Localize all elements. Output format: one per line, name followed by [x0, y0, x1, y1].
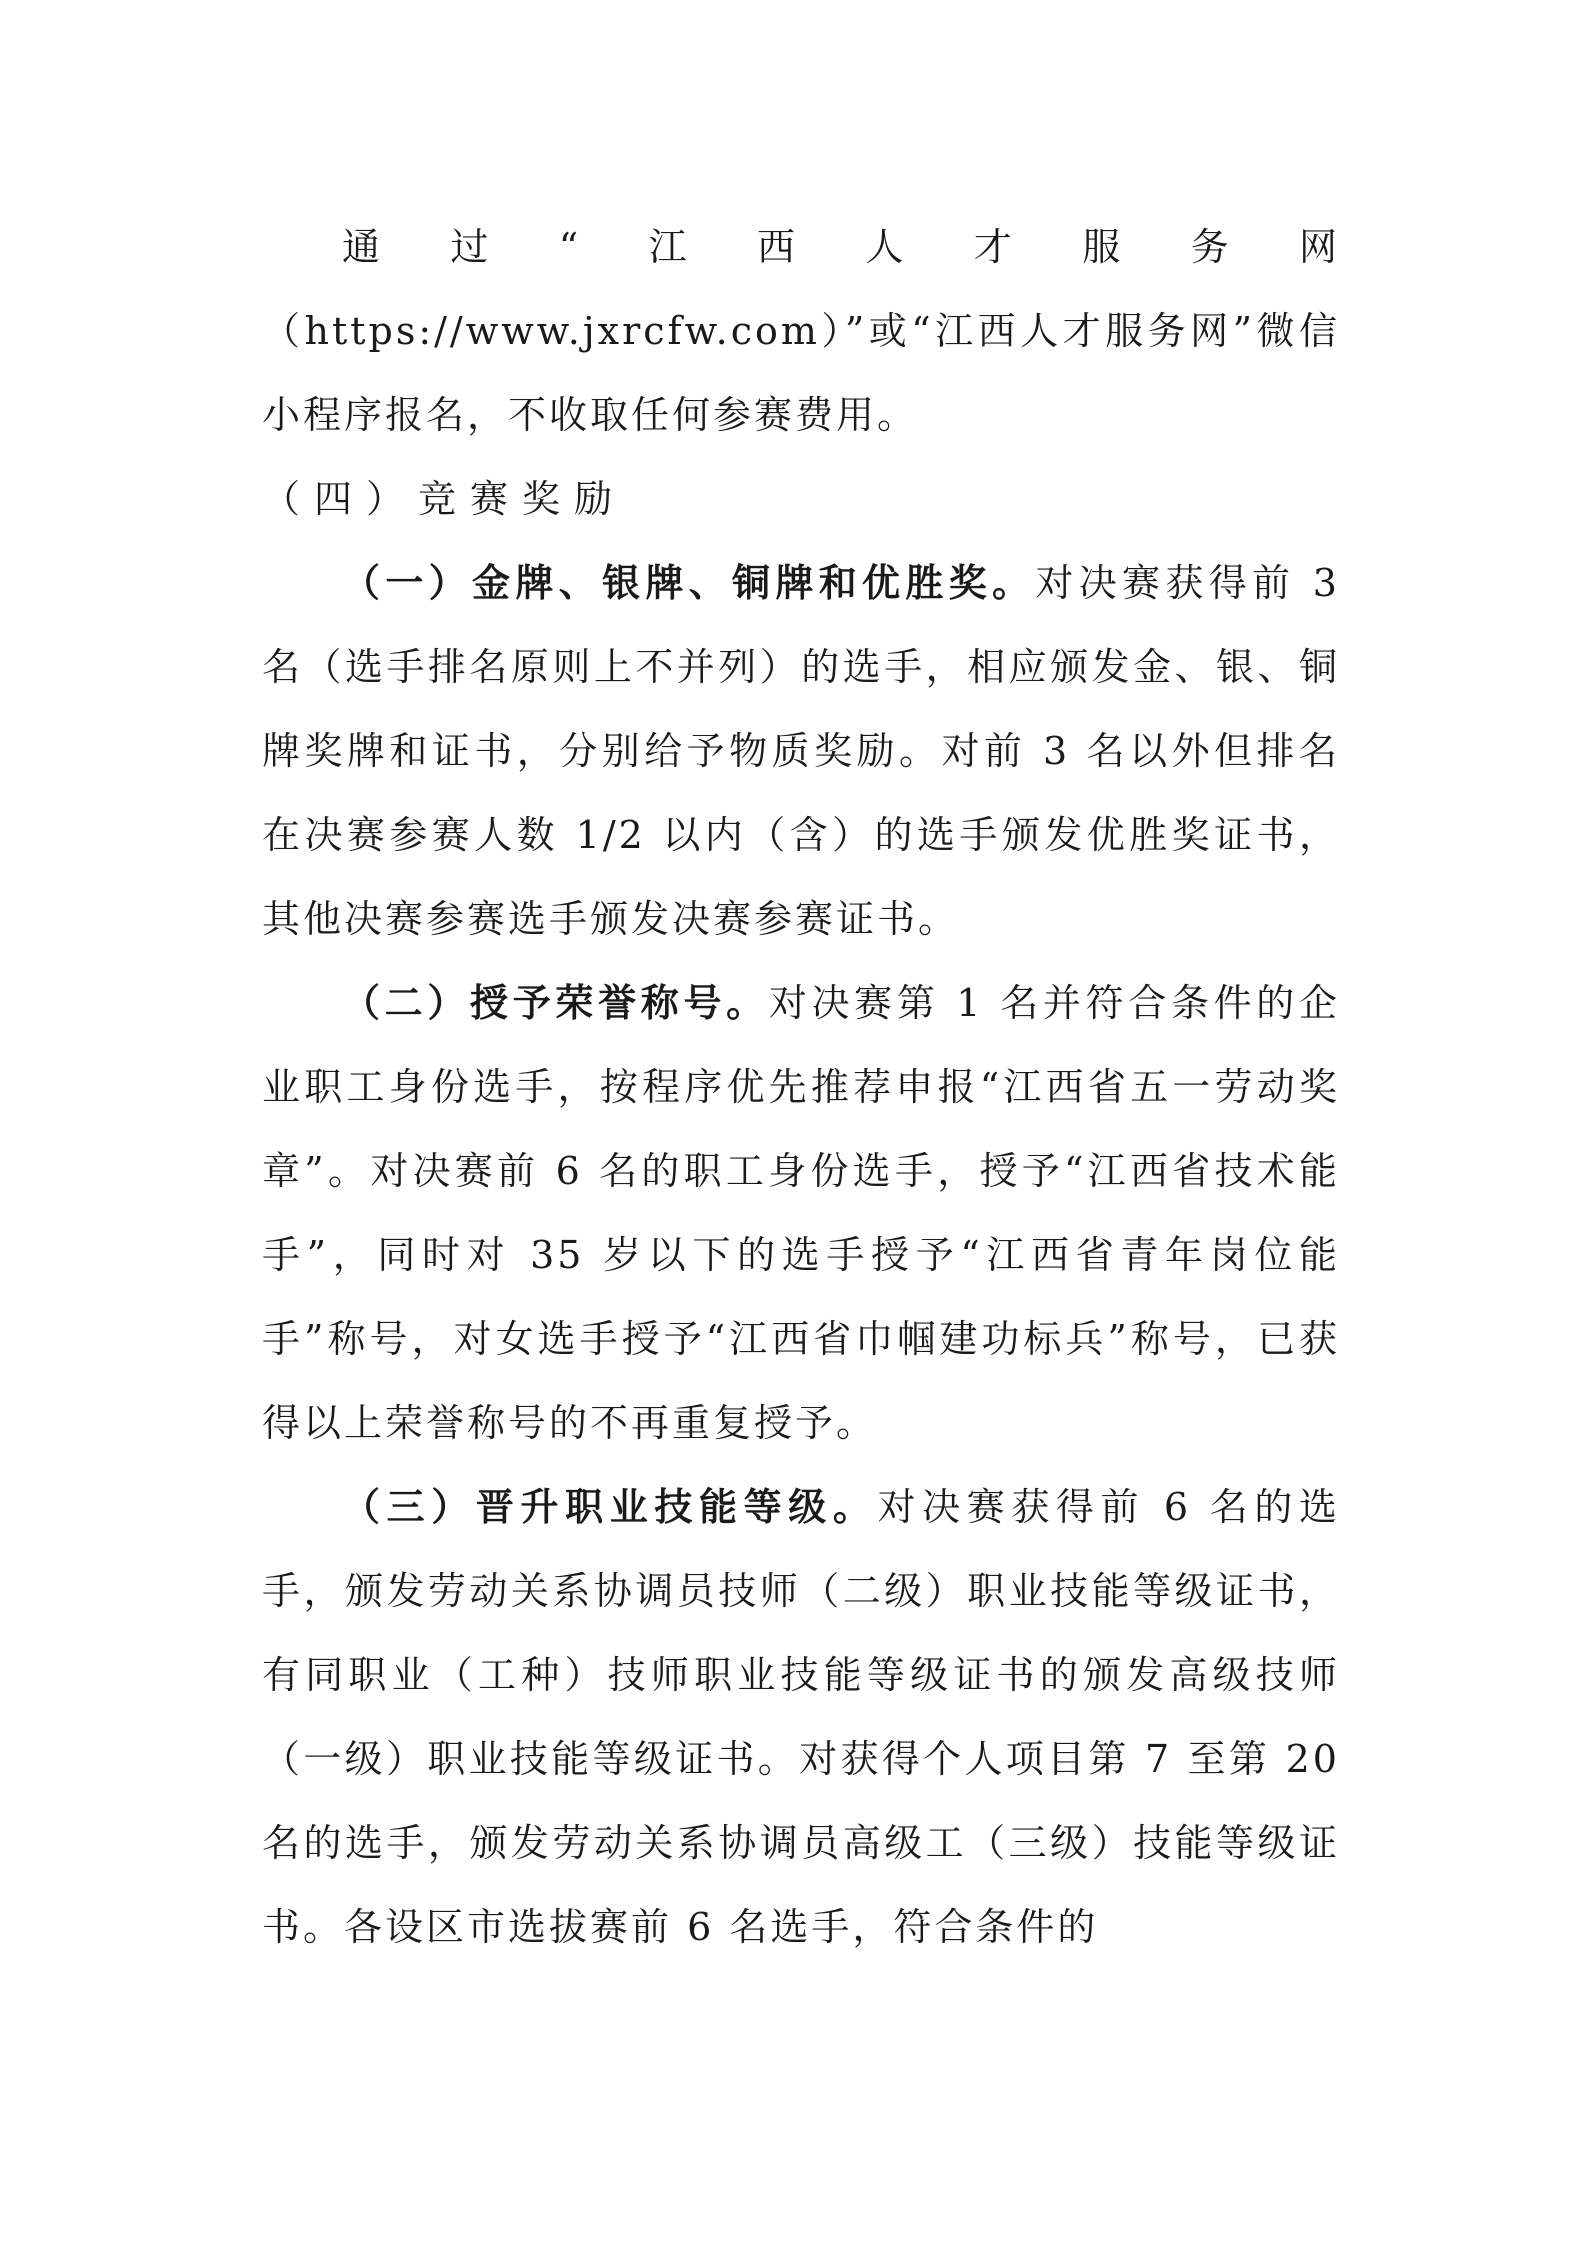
- registration-paragraph: 通过“江西人才服务网（https://www.jxrcfw.com）”或“江西人才服务网”微信小程序报名，不收取任何参赛费用。: [262, 225, 1340, 437]
- section-heading-awards: （四）竞赛奖励: [262, 477, 627, 521]
- honors-body: 对决赛第 1 名并符合条件的企业职工身份选手，按程序优先推荐申报“江西省五一劳动奖章”。对决赛前 6 名的职工身份选手，授予“江西省技术能手”，同时对 35 岁以下的选手授予“江西省青年岗位能手”称号，对女选手授予“江西省巾帼建功标兵”称号，已获得以上荣誉称号的不再重复授予。: [262, 981, 1340, 1445]
- skill-level-paragraph: [262, 1465, 1340, 1969]
- medals-body: 对决赛获得前 3 名（选手排名原则上不并列）的选手，相应颁发金、银、铜牌奖牌和证书，分别给予物质奖励。对前 3 名以外但排名在决赛参赛人数 1/2 以内（含）的选手颁发优胜奖证书，其他决赛参赛选手颁发决赛参赛证书。: [262, 561, 1340, 941]
- medals-paragraph: [262, 541, 1340, 961]
- document-body: [262, 205, 1340, 1969]
- honors-lead: （二）授予荣誉称号。: [342, 980, 769, 1025]
- skill-level-lead: （三）晋升职业技能等级。: [342, 1484, 878, 1529]
- skill-level-body: 对决赛获得前 6 名的选手，颁发劳动关系协调员技师（二级）职业技能等级证书，有同职业（工种）技师职业技能等级证书的颁发高级技师（一级）职业技能等级证书。对获得个人项目第 7 至第 20 名的选手，颁发劳动关系协调员高级工（三级）技能等级证书。各设区市选拔赛前 6 名选手，符合条件的: [262, 1485, 1340, 1949]
- medals-lead: （一）金牌、银牌、铜牌和优胜奖。: [342, 560, 1036, 605]
- honors-paragraph: [262, 961, 1340, 1465]
